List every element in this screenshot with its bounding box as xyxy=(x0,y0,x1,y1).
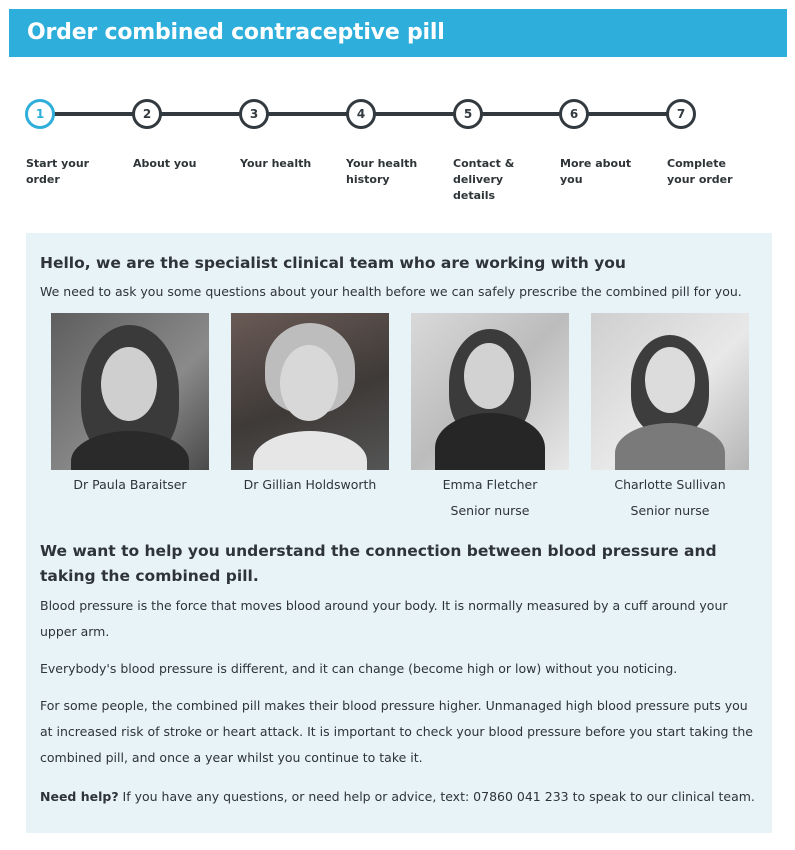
team-photo xyxy=(591,313,749,470)
team-photo xyxy=(231,313,389,470)
member-name: Charlotte Sullivan xyxy=(614,477,726,492)
page-header xyxy=(9,9,787,57)
info-panel xyxy=(26,233,772,833)
member-name: Emma Fletcher xyxy=(442,477,538,492)
team-photo xyxy=(51,313,209,470)
step-7-label[interactable]: Complete your order xyxy=(667,157,733,186)
team-member xyxy=(231,313,389,498)
help-label: Need help? xyxy=(40,789,119,804)
team-photo xyxy=(411,313,569,470)
team-member xyxy=(51,313,209,498)
step-5-label[interactable]: Contact & delivery details xyxy=(453,157,515,202)
step-6-circle[interactable]: 6 xyxy=(559,99,589,129)
step-4-label[interactable]: Your health history xyxy=(346,157,418,186)
member-role: Senior nurse xyxy=(450,503,530,518)
team-intro: We need to ask you some questions about your health before we can safely prescribe the combined pill for you. xyxy=(40,284,742,299)
bp-paragraph: Everybody's blood pressure is different, and it can change (become high or low) without you noticing. xyxy=(40,661,678,676)
help-text xyxy=(40,784,760,810)
step-1-label[interactable]: Start your order xyxy=(26,157,90,186)
page-title: Order combined contraceptive pill xyxy=(27,20,445,45)
member-name: Dr Gillian Holdsworth xyxy=(243,477,377,492)
step-3-circle[interactable]: 3 xyxy=(239,99,269,129)
team-member xyxy=(591,313,749,524)
member-role: Senior nurse xyxy=(630,503,710,518)
step-6-label[interactable]: More about you xyxy=(560,157,632,186)
progress-stepper xyxy=(0,96,795,206)
team-heading: Hello, we are the specialist clinical team who are working with you xyxy=(40,254,626,272)
member-name: Dr Paula Baraitser xyxy=(73,477,187,492)
bp-heading: We want to help you understand the connection between blood pressure and taking the combined pill. xyxy=(40,542,717,585)
step-7-circle[interactable]: 7 xyxy=(666,99,696,129)
step-1-circle[interactable]: 1 xyxy=(25,99,55,129)
team-member xyxy=(411,313,569,524)
step-2-label[interactable]: About you xyxy=(133,157,197,170)
step-3-label[interactable]: Your health xyxy=(240,157,312,170)
bp-paragraph: For some people, the combined pill makes their blood pressure higher. Unmanaged high blood pressure puts you at increased risk of stroke or heart attack. It is important to check your blood pressure before you start taking the combined pill, and once a year whilst you continue to take it. xyxy=(40,698,753,765)
step-5-circle[interactable]: 5 xyxy=(453,99,483,129)
step-4-circle[interactable]: 4 xyxy=(346,99,376,129)
help-body: If you have any questions, or need help or advice, text: 07860 041 233 to speak to our clinical team. xyxy=(118,789,755,804)
step-2-circle[interactable]: 2 xyxy=(132,99,162,129)
team-grid xyxy=(51,313,751,528)
bp-paragraph: Blood pressure is the force that moves blood around your body. It is normally measured by a cuff around your upper arm. xyxy=(40,598,728,639)
